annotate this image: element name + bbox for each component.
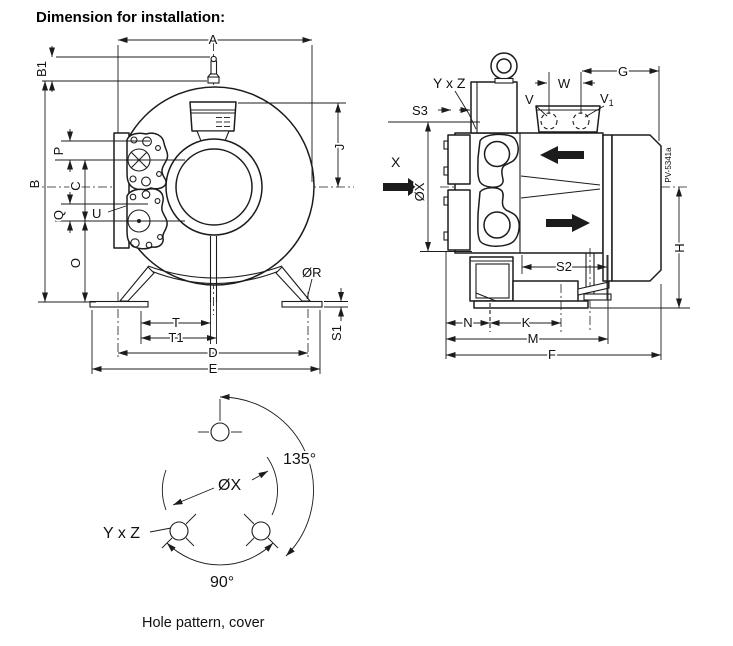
cover-box [471, 82, 517, 133]
cover-hole-top [198, 399, 242, 441]
dim-label-t: T [172, 315, 180, 330]
dim-label-f: F [548, 347, 556, 362]
dim-label-h: H [672, 243, 687, 253]
upper-port-flange [127, 133, 168, 190]
angle-label-90: 90° [210, 574, 235, 591]
dim-label-q: Q [51, 209, 66, 221]
base-plate [474, 301, 588, 308]
dim-label-k: K [521, 315, 531, 330]
dim-label-n: N [463, 315, 473, 330]
dim-label-s3: S3 [412, 103, 428, 118]
dim-label-g: G [617, 64, 629, 79]
base-assembly [470, 248, 611, 330]
left-leg [120, 267, 154, 301]
lower-port-flange [127, 189, 167, 249]
dim-label-m: M [527, 331, 539, 346]
lifting-pin [208, 56, 219, 83]
eyebolt [491, 53, 517, 83]
dim-label-b1: B1 [34, 61, 49, 77]
dim-label-o: O [68, 257, 83, 269]
dim-label-d: D [208, 345, 218, 360]
dim-label-v: V [525, 92, 534, 107]
dim-label-b: B [27, 179, 42, 189]
angle-label-135: 135° [283, 451, 317, 468]
drawing-number: PV-5341a [664, 147, 673, 183]
motor-flange [603, 135, 612, 281]
dim-label-phix-side: ØX [412, 182, 427, 202]
dim-label-r: ØR [302, 265, 322, 280]
dim-label-a: A [208, 32, 218, 47]
dim-label-w: W [557, 76, 571, 91]
dim-label-s2: S2 [556, 259, 572, 274]
left-foot [90, 302, 148, 308]
holes-label: Y x Z [103, 525, 141, 542]
dim-label-t1: T1 [168, 330, 184, 345]
hole-pattern-caption: Hole pattern, cover [142, 615, 265, 631]
page-title: Dimension for installation: [36, 9, 226, 26]
side-view [383, 53, 690, 362]
right-foot [282, 302, 322, 308]
bolt-circle-arc-left [162, 470, 166, 510]
dim-label-s1: S1 [329, 325, 344, 341]
dim-label-e: E [208, 361, 218, 376]
dim-label-u: U [92, 206, 102, 221]
terminal-box [536, 106, 600, 132]
dim-label-yxz: Y x Z [433, 75, 466, 91]
front-view [27, 32, 354, 376]
motor [612, 135, 661, 281]
dim-label-c: C [68, 181, 83, 191]
angle-arc-90 [167, 543, 273, 565]
bolt-circle-arc-right [267, 457, 278, 515]
dim-label-v1: $V_1$ [600, 91, 614, 108]
mounting-bracket [513, 281, 578, 303]
hole-pattern-diagram [103, 397, 316, 631]
bolt-circle-label: ØX [218, 477, 242, 494]
dim-label-j: J [332, 143, 347, 151]
port-cover-plates [444, 135, 470, 250]
bore [176, 149, 252, 225]
dim-label-p: P [51, 146, 66, 156]
dim-label-x: X [391, 154, 401, 170]
